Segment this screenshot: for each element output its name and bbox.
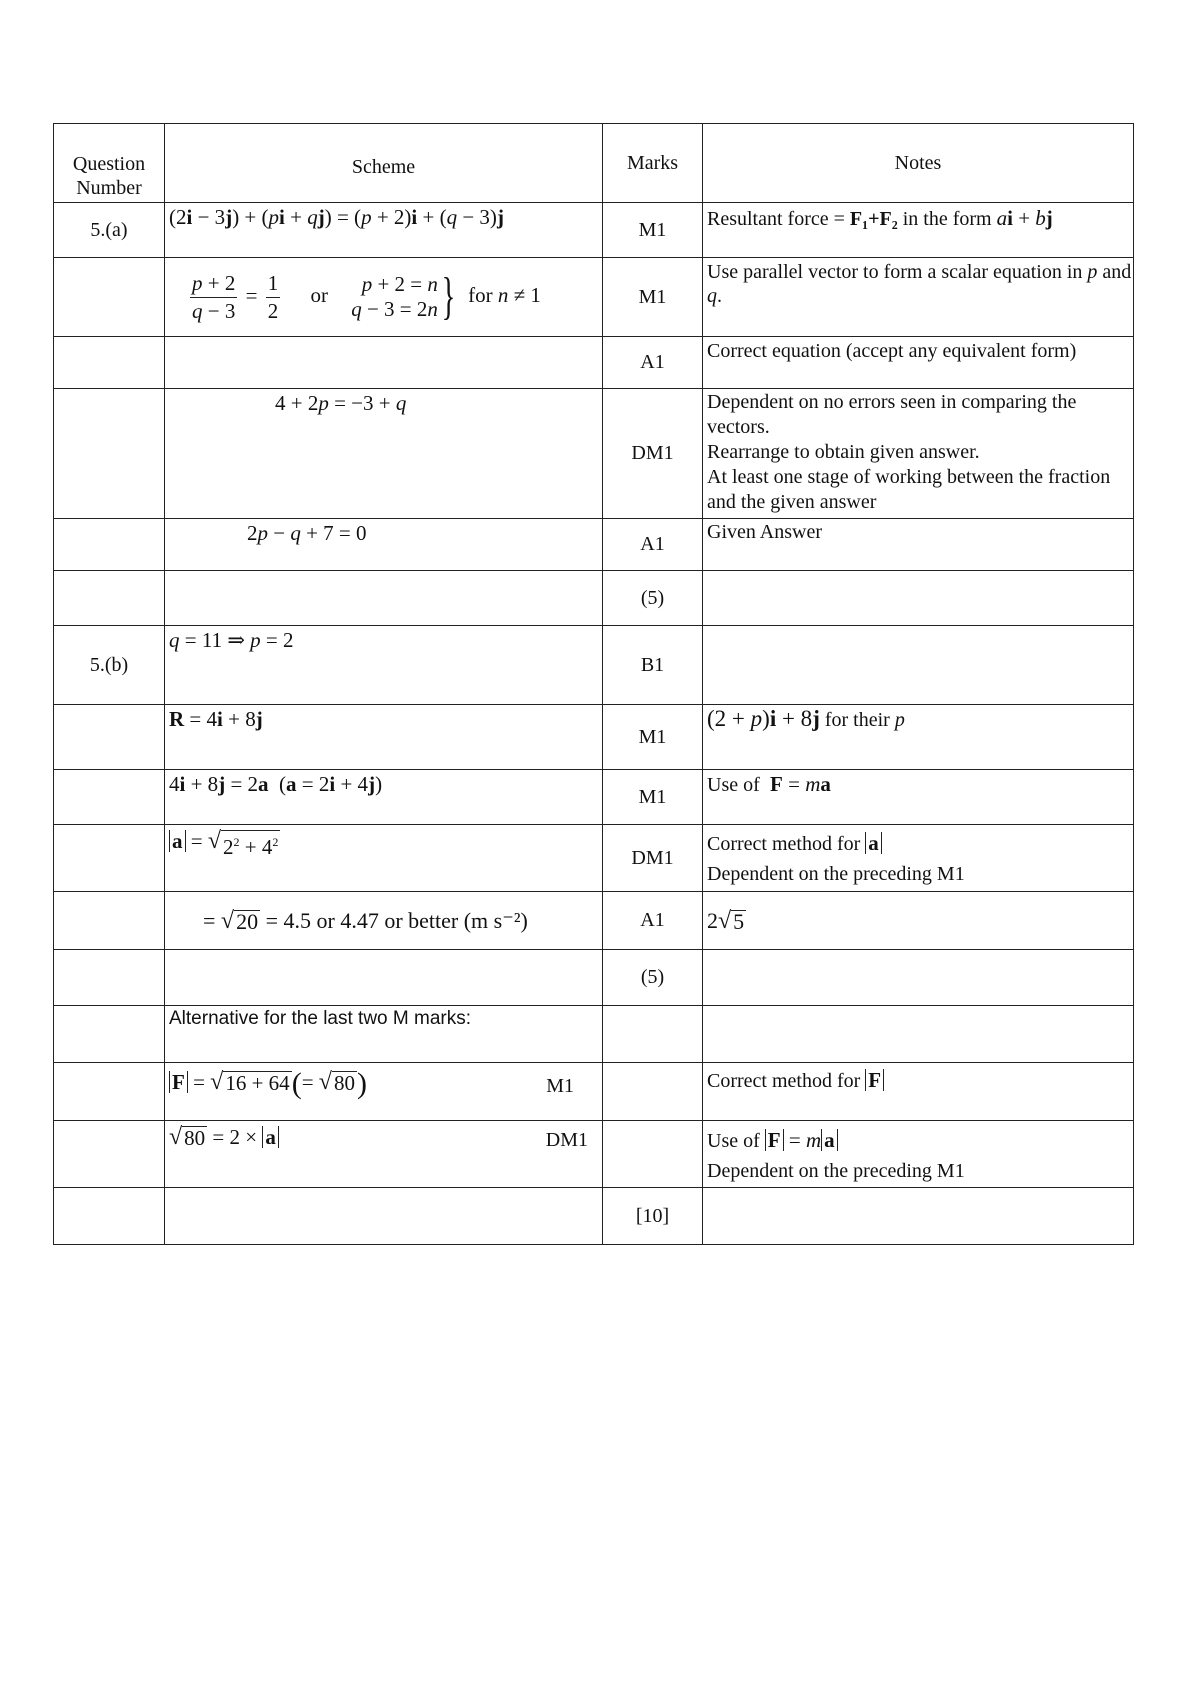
mark-cell <box>603 1121 703 1188</box>
scheme-expression: R = 4i + 8j <box>169 707 263 731</box>
scheme-cell: = √ 20 = 4.5 or 4.47 or better (m s⁻²) <box>165 892 603 950</box>
question-cell <box>54 892 165 950</box>
question-cell: 5.(a) <box>54 203 165 258</box>
table-row <box>54 519 1134 571</box>
question-cell <box>54 1006 165 1063</box>
scheme-cell <box>165 1188 603 1245</box>
note-cell <box>703 1188 1134 1245</box>
question-cell <box>54 519 165 571</box>
mark-cell: A1 <box>603 337 703 389</box>
scheme-cell <box>165 705 603 770</box>
table-row <box>54 1188 1134 1245</box>
note-cell <box>703 1006 1134 1063</box>
question-cell <box>54 825 165 892</box>
table-row <box>54 337 1134 389</box>
inline-mark: DM1 <box>545 1129 588 1151</box>
note-text: Use parallel vector to form a scalar equation in p and q. <box>707 261 1132 307</box>
question-cell <box>54 258 165 337</box>
scheme-expression: 4 + 2p = −3 + q <box>275 391 407 415</box>
table-row <box>54 258 1134 337</box>
note-form-text: in the form <box>902 208 992 230</box>
header-scheme <box>165 124 603 203</box>
table-row <box>54 825 1134 892</box>
note-abs-a: a <box>865 832 882 854</box>
note-expression: F = m a <box>765 1128 838 1152</box>
mark-cell: A1 <box>603 892 703 950</box>
question-cell: 5.(b) <box>54 626 165 705</box>
abs-f: F <box>169 1071 188 1093</box>
scheme-cell: a = √ $2^2 + 4^2$ <box>165 825 603 892</box>
question-cell <box>54 770 165 825</box>
scheme-fraction-2: $\frac{1}{2}$ <box>267 270 279 323</box>
note-cell <box>703 626 1134 705</box>
table-row <box>54 1121 1134 1188</box>
sqrt-expression: √ 16 + 64 <box>210 1069 290 1095</box>
scheme-expression: (2i − 3j) + (pi + qj) = (p + 2)i + (q − 3)j <box>169 205 504 229</box>
mark-cell: M1 <box>603 770 703 825</box>
scheme-cell <box>165 770 603 825</box>
table-row <box>54 203 1134 258</box>
table-row <box>54 950 1134 1006</box>
scheme-or-text: or <box>310 282 328 307</box>
scheme-expression: 2p − q + 7 = 0 <box>247 521 367 545</box>
table-row <box>54 705 1134 770</box>
header-row <box>54 124 1134 203</box>
note-cell <box>703 950 1134 1006</box>
note-expression: ai + bj <box>996 206 1053 230</box>
note-text: Correct method for <box>707 833 861 855</box>
mark-cell: A1 <box>603 519 703 571</box>
note-cell <box>703 705 1134 770</box>
mark-cell: M1 <box>603 705 703 770</box>
header-notes <box>703 124 1134 203</box>
scheme-cell <box>165 203 603 258</box>
abs-a: a <box>169 830 186 852</box>
mark-cell: DM1 <box>603 389 703 519</box>
note-expression: (2 + p)i + 8j <box>707 706 820 731</box>
question-cell <box>54 1063 165 1121</box>
mark-cell <box>603 1063 703 1121</box>
note-abs-f: F <box>865 1069 884 1091</box>
abs-a: a <box>262 1126 279 1148</box>
note-text: Resultant force = <box>707 208 845 230</box>
note-text: Use of <box>707 774 760 796</box>
sqrt-expression: √ $2^2 + 4^2$ <box>207 828 279 859</box>
question-cell <box>54 337 165 389</box>
note-cell <box>703 1121 1134 1188</box>
question-cell <box>54 571 165 626</box>
note-cell <box>703 258 1134 337</box>
note-text: Correct method for <box>707 1070 861 1092</box>
question-cell <box>54 389 165 519</box>
note-line: At least one stage of working between the fraction and the given answer <box>707 466 1111 513</box>
note-line: Rearrange to obtain given answer. <box>707 441 980 463</box>
header-notes-text: Notes <box>894 152 942 174</box>
mark-cell: M1 <box>603 258 703 337</box>
scheme-result: = 4.5 or 4.47 or better (m s⁻²) <box>265 907 528 933</box>
scheme-expression: 4i + 8j = 2a (a = 2i + 4j) <box>169 772 383 796</box>
note-expression: F = ma <box>770 772 831 796</box>
mark-cell: M1 <box>603 203 703 258</box>
scheme-expression: q = 11 ⇒ p = 2 <box>169 628 294 652</box>
scheme-cell: DM1 √ 80 = 2 × a <box>165 1121 603 1188</box>
header-question-number <box>54 124 165 203</box>
note-cell <box>703 825 1134 892</box>
scheme-cell <box>165 389 603 519</box>
question-cell <box>54 1188 165 1245</box>
note-cell <box>703 389 1134 519</box>
total-mark-cell: [10] <box>603 1188 703 1245</box>
sqrt-expression: √ 80 <box>169 1124 206 1150</box>
note-cell: Correct equation (accept any equivalent form) <box>703 337 1134 389</box>
note-cell <box>703 892 1134 950</box>
table-row <box>54 1063 1134 1121</box>
sqrt-expression: √ 20 <box>220 907 259 934</box>
scheme-cell: Alternative for the last two M marks: <box>165 1006 603 1063</box>
table-row <box>54 770 1134 825</box>
header-marks <box>603 124 703 203</box>
brace-glyph: } <box>441 268 456 325</box>
mark-scheme-table <box>53 123 1134 1245</box>
sqrt-expression: √ 5 <box>718 907 745 934</box>
mark-cell: B1 <box>603 626 703 705</box>
mark-cell <box>603 1006 703 1063</box>
note-line: Dependent on the preceding M1 <box>707 863 965 885</box>
note-cell <box>703 203 1134 258</box>
note-line: Dependent on the preceding M1 <box>707 1160 965 1182</box>
header-scheme-text: Scheme <box>351 155 416 178</box>
mark-cell: (5) <box>603 571 703 626</box>
scheme-cell: $\frac{p + 2}{q - 3}$ = $\frac{1}{2}$ or p + 2 = n q − 3 = 2n } for n ≠ 1 <box>165 258 603 337</box>
sqrt-expression-2: √ 80 <box>318 1069 355 1095</box>
note-text: for their p <box>824 709 905 731</box>
header-marks-text: Marks <box>626 152 679 174</box>
question-cell <box>54 705 165 770</box>
scheme-equations: p + 2 = n q − 3 = 2n <box>351 272 438 321</box>
table-row <box>54 1006 1134 1063</box>
header-question-number-text: Question Number <box>72 153 146 199</box>
note-cell <box>703 770 1134 825</box>
question-cell <box>54 1121 165 1188</box>
table-row <box>54 389 1134 519</box>
scheme-condition: for n ≠ 1 <box>468 282 541 307</box>
scheme-cell <box>165 950 603 1006</box>
scheme-cell <box>165 626 603 705</box>
note-coefficient: 2 <box>707 907 718 933</box>
inline-mark: M1 <box>546 1075 574 1097</box>
note-forces: F₁+F₂ <box>849 208 898 230</box>
table-row <box>54 571 1134 626</box>
scheme-cell <box>165 337 603 389</box>
table-row <box>54 626 1134 705</box>
mark-cell: DM1 <box>603 825 703 892</box>
scheme-fraction-1: $\frac{p + 2}{q - 3}$ <box>192 270 236 323</box>
mark-cell: (5) <box>603 950 703 1006</box>
note-text: Use of <box>707 1130 760 1152</box>
table-row <box>54 892 1134 950</box>
question-cell <box>54 950 165 1006</box>
note-cell <box>703 1063 1134 1121</box>
note-cell <box>703 571 1134 626</box>
scheme-cell <box>165 571 603 626</box>
note-line: Dependent on no errors seen in comparing the vectors. <box>707 391 1077 438</box>
scheme-cell <box>165 519 603 571</box>
note-cell: Given Answer <box>703 519 1134 571</box>
scheme-cell: M1 F = √ 16 + 64 (= √ 80 ) <box>165 1063 603 1121</box>
